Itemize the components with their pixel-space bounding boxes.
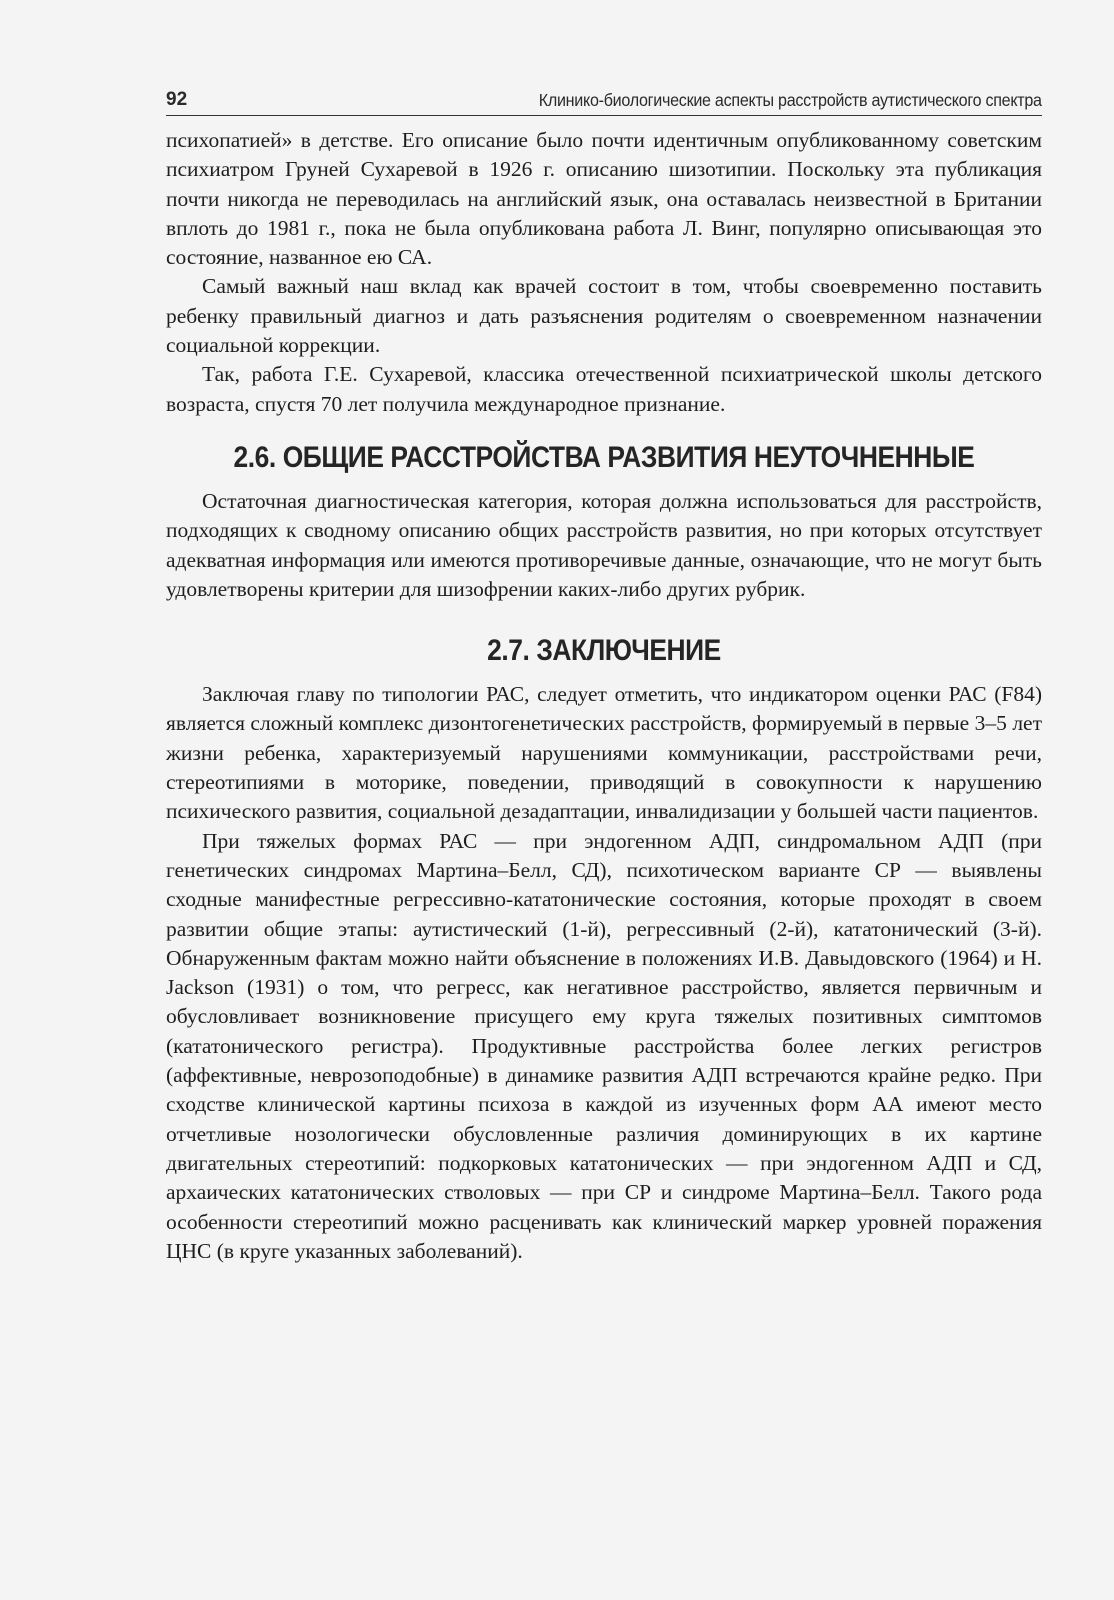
paragraph: Так, работа Г.Е. Сухаревой, классика отечественной психиатрической школы детского возраста, спустя 70 лет получила международное признание.	[166, 362, 1042, 416]
paragraph: Заключая главу по типологии РАС, следует отметить, что индикатором оценки РАС (F84) является сложный комплекс дизонтогенетических расстройств, формируемый в первые 3–5 лет жизни ребенка, характеризуемый нарушениями коммуникации, расстройствами речи, стереотипиями в моторике, поведении, приводящий в совокупности к нарушению психического развития, социальной дезадаптации, инвалидизации у большей части пациентов.	[166, 682, 1042, 824]
section-heading-2-7: 2.7. ЗАКЛЮЧЕНИЕ	[487, 634, 721, 668]
section-heading-2-6: 2.6. ОБЩИЕ РАССТРОЙСТВА РАЗВИТИЯ НЕУТОЧНЕННЫЕ	[233, 440, 975, 474]
paragraph: При тяжелых формах РАС — при эндогенном АДП, синдромальном АДП (при генетических синдромах Мартина–Белл, СД), психотическом варианте СР — выявлены сходные манифестные регрессивно-кататонические состояния, которые проходят в своем развитии общие этапы: аутистический (1-й), регрессивный (2-й), кататонический (3-й). Обнаруженным фактам можно найти объяснение в положениях И.В. Давыдовского (1964) и H. Jackson (1931) о том, что регресс, как негативное расстройство, является первичным и обусловливает возникновение присущего ему круга тяжелых позитивных симптомов (кататонического регистра). Продуктивные расстройства более легких регистров (аффективные, неврозоподобные) в динамике развития АДП встречаются крайне редко. При сходстве клинической картины психоза в каждой из изученных форм АА имеют место отчетливые нозологически обусловленные различия доминирующих в их картине двигательных стереотипий: подкорковых кататонических — при эндогенном АДП и СД, архаических кататонических стволовых — при СР и синдроме Мартина–Белл. Такого рода особенности стереотипий можно расценивать как клинический маркер уровней поражения ЦНС (в круге указанных заболеваний).	[166, 828, 1042, 1263]
book-page	[166, 86, 1042, 1266]
running-title: Клинико-биологические аспекты расстройств аутистического спектра	[538, 90, 1042, 110]
paragraph-continuation: психопатией» в детстве. Его описание было почти идентичным опубликованному советским психиатром Груней Сухаревой в 1926 г. описанию шизотипии. Поскольку эта публикация почти никогда не переводилась на английский язык, она оставалась неизвестной в Британии вплоть до 1981 г., пока не была опубликована работа Л. Винг, популярно описывающая это состояние, названное ею СА.	[166, 128, 1042, 270]
running-head	[166, 86, 1042, 116]
page-number: 92	[166, 89, 188, 110]
paragraph: Самый важный наш вклад как врачей состоит в том, чтобы своевременно поставить ребенку правильный диагноз и дать разъяснения родителям о своевременном назначении социальной коррекции.	[166, 274, 1042, 358]
paragraph: Остаточная диагностическая категория, которая должна использоваться для расстройств, подходящих к сводному описанию общих расстройств развития, но при которых отсутствует адекватная информация или имеются противоречивые данные, означающие, что не могут быть удовлетворены критерии для шизофрении каких-либо других рубрик.	[166, 488, 1042, 601]
body-text	[166, 126, 1042, 1266]
